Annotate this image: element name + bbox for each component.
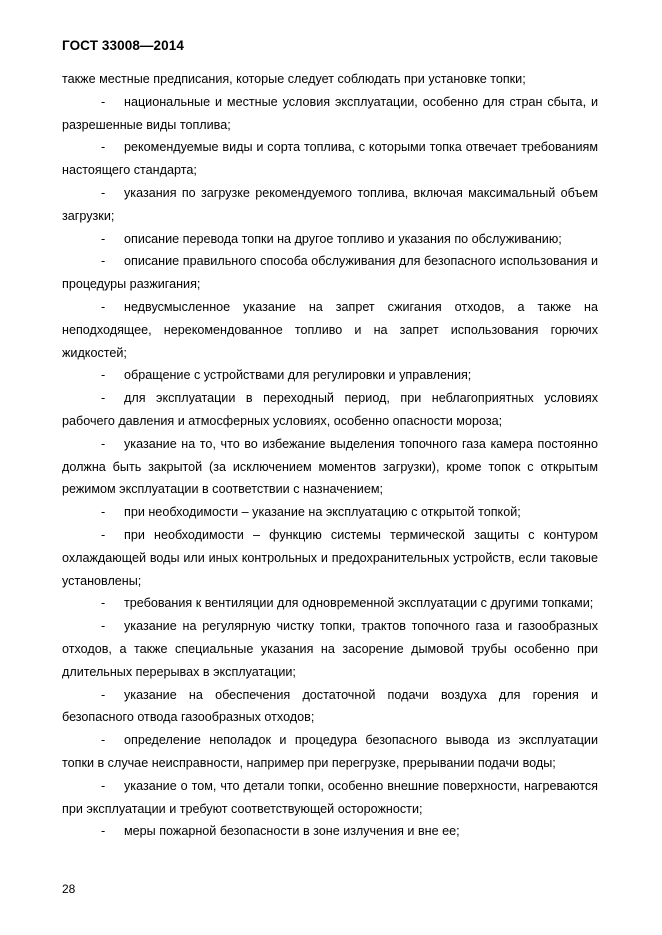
list-bullet: - [101,185,106,200]
list-item-text: меры пожарной безопасности в зоне излучения и вне ее; [124,824,460,839]
list-item-text: недвусмысленное указание на запрет сжигания отходов, а также на неподходящее, нерекомендованное топливо и на запрет использования горючих жидкостей; [62,299,598,360]
list-item [62,91,598,137]
list-bullet: - [101,527,106,542]
list-item-text: указание на обеспечения достаточной подачи воздуха для горения и безопасного отвода газообразных отходов; [62,687,598,725]
list-bullet: - [101,596,106,611]
list-item-text: указания по загрузке рекомендуемого топлива, включая максимальный объем загрузки; [62,185,598,223]
list-item-text: для эксплуатации в переходный период, при неблагоприятных условиях рабочего давления и атмосферных условиях, особенно опасности мороза; [62,391,598,428]
list-item [62,296,598,364]
list-item [62,775,598,821]
list-item-text: обращение с устройствами для регулировки и управления; [124,368,472,383]
list-item-text: при необходимости – функцию системы термической защиты с контуром охлаждающей воды или иных контрольных и предохранительных устройств, если таковые установлены; [62,527,598,588]
list-bullet: - [101,505,106,520]
list-bullet: - [101,778,106,793]
list-bullet: - [101,94,106,109]
list-item-text: описание перевода топки на другое топливо и указания по обслуживанию; [124,231,562,246]
list-item-text: указание на то, что во избежание выделения топочного газа камера постоянно должна быть закрытой (за исключением моментов загрузки), кроме топок с открытым режимом эксплуатации в соответствии с назначением; [62,436,598,497]
list-bullet: - [101,391,106,406]
list-bullet: - [101,299,106,314]
list-item-text: указание на регулярную чистку топки, трактов топочного газа и газообразных отходов, а также специальные указания на засорение дымовой трубы особенно при длительных перерывах в эксплуатации; [62,619,598,679]
lead-paragraph: также местные предписания, которые следует соблюдать при установке топки; [62,72,526,86]
list-bullet: - [101,140,106,155]
list-item [62,729,598,775]
list-bullet: - [101,733,106,748]
list-item-text: рекомендуемые виды и сорта топлива, с которыми топка отвечает требованиям настоящего стандарта; [62,140,598,178]
list-item [62,820,598,843]
list-item [62,501,598,524]
list-item-text: определение неполадок и процедура безопасного вывода из эксплуатации топки в случае неисправности, например при перегрузке, прерывании подачи воды; [62,733,598,770]
list-item [62,524,598,592]
document-body [62,68,598,843]
list-item-text: описание правильного способа обслуживания для безопасного использования и процедуры разжигания; [62,254,598,292]
list-item [62,136,598,182]
list-item [62,387,598,433]
list-item [62,364,598,387]
list-item-text: требования к вентиляции для одновременной эксплуатации с другими топками; [124,596,594,611]
page-number: 28 [62,882,76,896]
document-header: ГОСТ 33008—2014 [62,38,184,53]
list-item [62,615,598,683]
list-item [62,433,598,501]
list-bullet: - [101,824,106,839]
list-item [62,228,598,251]
list-bullet: - [101,368,106,383]
list-bullet: - [101,619,106,634]
list-item-text: национальные и местные условия эксплуатации, особенно для стран сбыта, и разрешенные виды топлива; [62,94,598,132]
list-item-text: указание о том, что детали топки, особенно внешние поверхности, нагреваются при эксплуатации и требуют соответствующей осторожности; [62,778,598,816]
list-item [62,182,598,228]
list-bullet: - [101,231,106,246]
list-bullet: - [101,436,106,451]
list-item [62,592,598,615]
list-item [62,250,598,296]
list-item-text: при необходимости – указание на эксплуатацию с открытой топкой; [124,505,521,520]
list-item [62,684,598,730]
list-bullet: - [101,687,106,702]
list-bullet: - [101,254,106,269]
